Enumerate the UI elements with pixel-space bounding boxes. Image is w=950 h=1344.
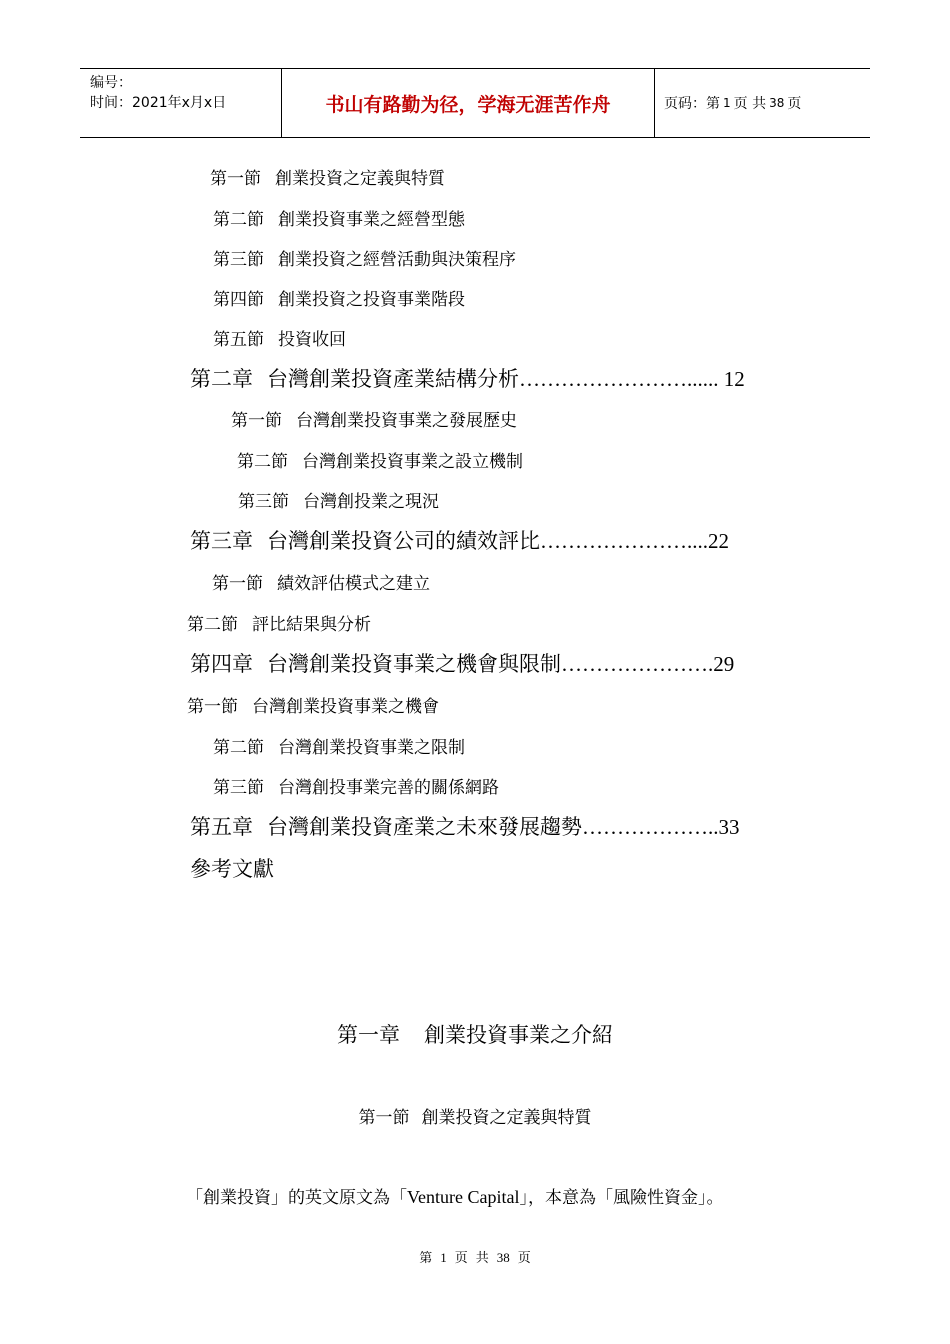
time-label: 时间：2021年x月x日: [90, 95, 227, 111]
footer-suffix: 页: [517, 1250, 531, 1265]
toc-entry: [237, 447, 523, 472]
toc-title: 台灣創業投資產業之未來發展趨勢: [267, 815, 582, 839]
toc-chapter: [190, 811, 740, 841]
page-mid: 页 共: [733, 96, 767, 112]
toc-title: 評比結果與分析: [252, 615, 371, 635]
toc-leader-dots: …………………....: [540, 529, 708, 553]
header-divider-left: [281, 69, 282, 137]
toc-label: 第二節: [237, 452, 288, 472]
header-info: [90, 73, 226, 113]
toc-page: 12: [718, 367, 745, 391]
toc-page: 33: [718, 815, 740, 839]
chapter-heading: [0, 1019, 950, 1049]
toc-entry: [213, 205, 465, 230]
header-motto: 书山有路勤为径，学海无涯苦作舟: [325, 93, 611, 116]
toc-title: 台灣創業投資事業之設立機制: [302, 452, 523, 472]
toc-label: 第一節: [210, 169, 261, 189]
toc-label: 第一節: [212, 574, 263, 594]
toc-label: 第三節: [238, 492, 289, 512]
toc-entry: [213, 325, 346, 350]
toc-label: 參考文獻: [190, 857, 274, 881]
toc-label: 第二節: [213, 738, 264, 758]
toc-entry: [210, 164, 445, 189]
footer-total: 38: [496, 1250, 510, 1265]
footer-prefix: 第: [419, 1250, 433, 1265]
toc-leader-dots: ………………….: [561, 652, 714, 676]
toc-entry: [213, 285, 465, 310]
toc-label: 第五章: [190, 815, 253, 839]
toc-label: 第二章: [190, 367, 253, 391]
page-header: [80, 68, 870, 138]
toc-title: 台灣創業投資事業之限制: [278, 738, 465, 758]
toc-references: [190, 853, 274, 883]
chapter-title: 創業投資事業之介紹: [424, 1023, 613, 1047]
section-label: 第一節: [358, 1108, 410, 1128]
page-suffix: 页: [787, 96, 802, 112]
toc-title: 台灣創投業之現況: [303, 492, 439, 512]
toc-chapter: [190, 525, 729, 555]
toc-label: 第四節: [213, 290, 264, 310]
toc-title: 投資收回: [278, 330, 346, 350]
section-heading: [0, 1103, 950, 1128]
toc-title: 創業投資事業之經營型態: [278, 210, 465, 230]
footer-mid2: 共: [475, 1250, 489, 1265]
number-label: 编号：: [90, 75, 132, 91]
body-english: Venture Capital: [407, 1187, 520, 1207]
header-page-number: [664, 69, 801, 137]
toc-title: 台灣創業投資事業之機會: [252, 697, 439, 717]
toc-title: 台灣創業投資產業結構分析: [267, 367, 519, 391]
toc-title: 創業投資之定義與特質: [275, 169, 445, 189]
toc-label: 第三節: [213, 250, 264, 270]
toc-chapter: [190, 648, 734, 678]
toc-title: 創業投資之投資事業階段: [278, 290, 465, 310]
page-footer: [0, 1247, 950, 1266]
toc-label: 第一節: [187, 697, 238, 717]
toc-chapter: [190, 363, 745, 393]
body-paragraph: [186, 1183, 723, 1208]
toc-title: 台灣創業投資公司的績效評比: [267, 529, 540, 553]
toc-title: 創業投資之經營活動與決策程序: [278, 250, 516, 270]
toc-title: 台灣創業投資事業之機會與限制: [267, 652, 561, 676]
toc-entry: [238, 487, 439, 512]
toc-entry: [213, 773, 499, 798]
toc-leader-dots: ……………………......: [519, 367, 719, 391]
body-part1: 「創業投資」的英文原文為「: [186, 1188, 407, 1208]
page-prefix: 页码：第: [664, 96, 720, 112]
toc-leader-dots: ………………..: [582, 815, 719, 839]
toc-page: 22: [708, 529, 729, 553]
toc-entry: [213, 733, 465, 758]
footer-num: 1: [440, 1250, 447, 1265]
toc-entry: [187, 610, 371, 635]
toc-label: 第四章: [190, 652, 253, 676]
toc-label: 第三章: [190, 529, 253, 553]
toc-label: 第二節: [187, 615, 238, 635]
toc-label: 第二節: [213, 210, 264, 230]
footer-mid1: 页: [454, 1250, 468, 1265]
toc-title: 績效評估模式之建立: [277, 574, 430, 594]
toc-page: 29: [713, 652, 735, 676]
body-part2: 」，本意為「風險性資金」。: [519, 1188, 724, 1208]
section-title: 創業投資之定義與特質: [421, 1108, 592, 1128]
page-total: 38: [769, 96, 785, 110]
toc-label: 第五節: [213, 330, 264, 350]
toc-entry: [213, 245, 516, 270]
page-num: 1: [723, 96, 731, 110]
chapter-label: 第一章: [337, 1023, 400, 1047]
toc-entry: [212, 569, 430, 594]
toc-title: 台灣創投事業完善的關係網路: [278, 778, 499, 798]
header-divider-right: [654, 69, 655, 137]
toc-label: 第一節: [231, 411, 282, 431]
toc-label: 第三節: [213, 778, 264, 798]
toc-entry: [187, 692, 439, 717]
toc-title: 台灣創業投資事業之發展歷史: [296, 411, 517, 431]
toc-entry: [231, 406, 517, 431]
